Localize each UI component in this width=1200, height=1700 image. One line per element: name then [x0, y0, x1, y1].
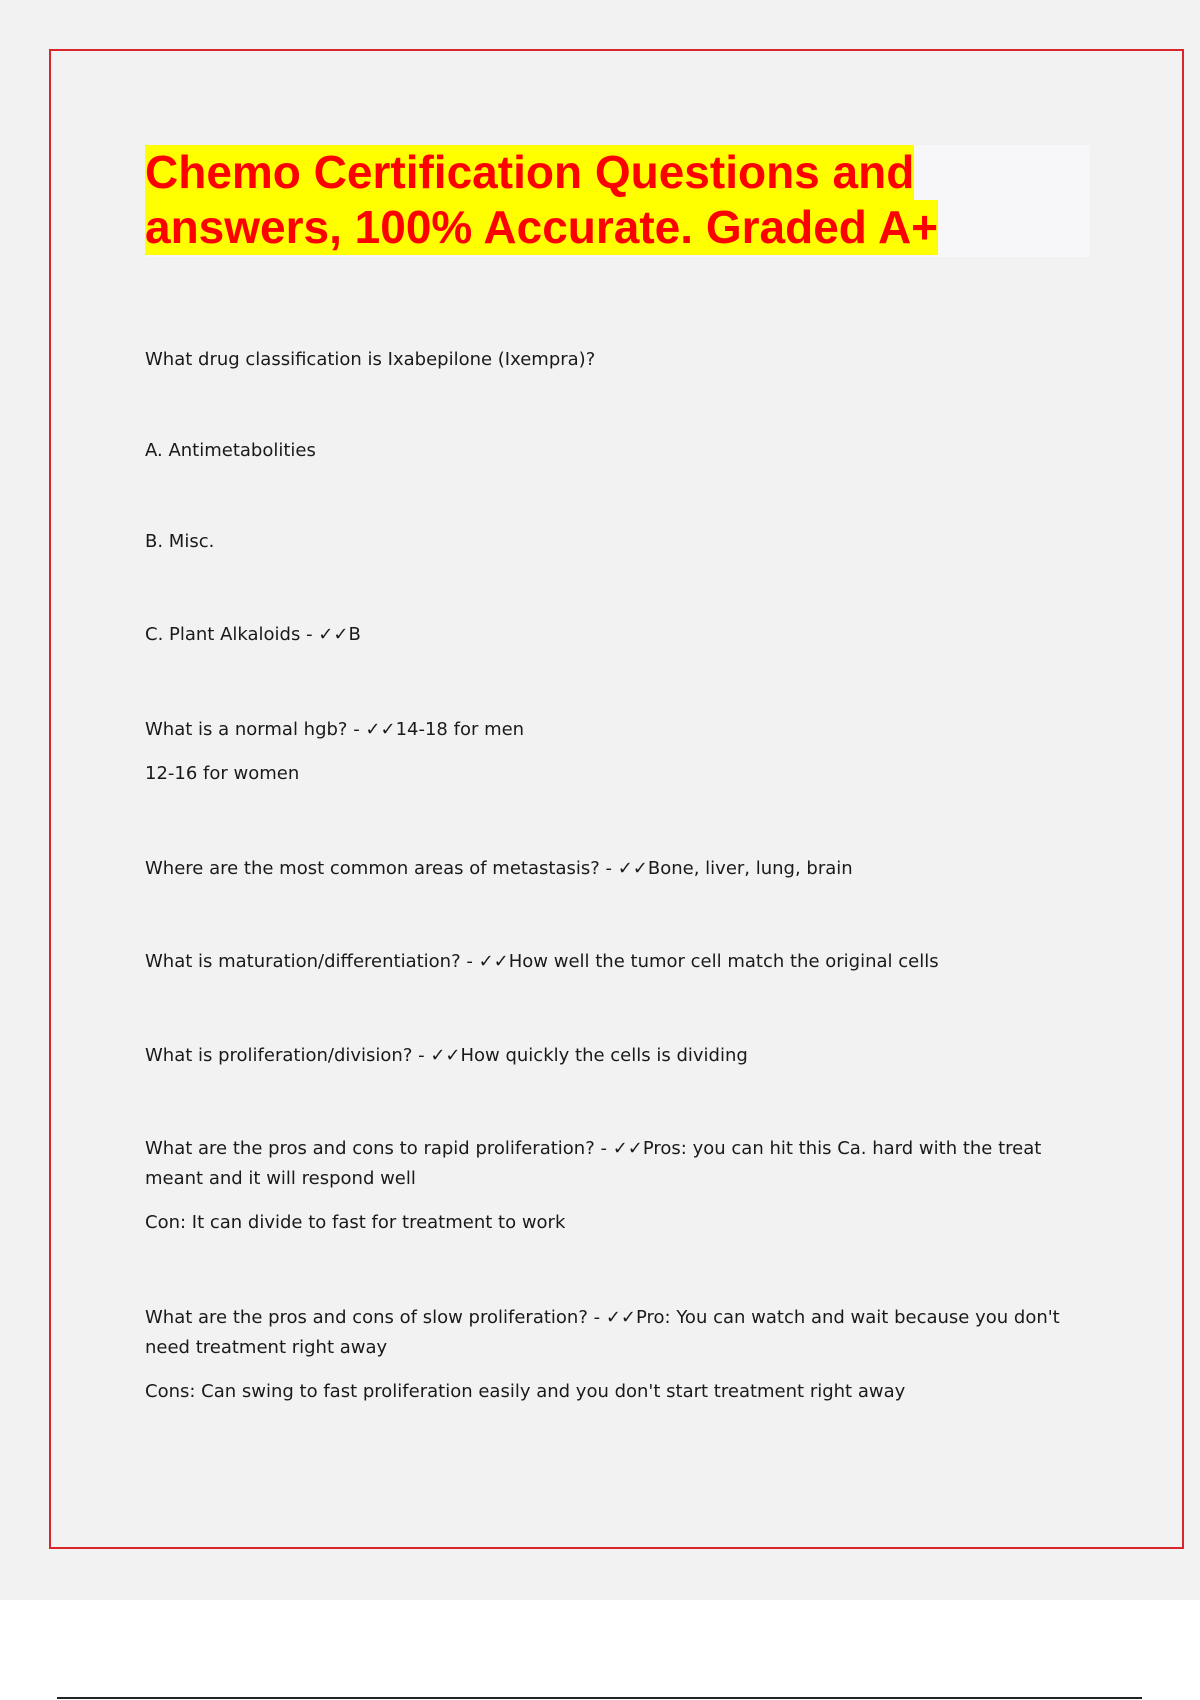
page-title	[145, 145, 938, 255]
option-text: B. Misc.	[145, 531, 215, 552]
answer-continuation: Con: It can divide to fast for treatment to work	[145, 1212, 566, 1233]
answer-continuation: Cons: Can swing to fast proliferation easily and you don't start treatment right away	[145, 1381, 906, 1402]
question-rapid-proliferation	[145, 1134, 1080, 1238]
title-line-1: Chemo Certification Questions and	[145, 146, 915, 198]
option-text: C. Plant Alkaloids - ✓✓B	[145, 624, 361, 645]
option-a	[145, 436, 1080, 466]
answer-continuation: 12-16 for women	[145, 763, 300, 784]
footer-rule	[57, 1697, 1142, 1699]
question-proliferation	[145, 1041, 1080, 1071]
question-text: What is maturation/differentiation? - ✓✓How well the tumor cell match the original cells	[145, 951, 939, 972]
title-line-2: answers, 100% Accurate. Graded A+	[145, 201, 939, 253]
question-metastasis	[145, 854, 1080, 884]
question-text: What are the pros and cons of slow proliferation? - ✓✓Pro: You can watch and wait because you don't need treatment right away	[145, 1307, 1060, 1358]
option-b	[145, 527, 1080, 557]
question-text: What is a normal hgb? - ✓✓14-18 for men	[145, 719, 525, 740]
question-text: What are the pros and cons to rapid proliferation? - ✓✓Pros: you can hit this Ca. hard with the treat meant and it will respond well	[145, 1138, 1042, 1189]
question-maturation	[145, 947, 1080, 977]
question-hgb	[145, 715, 1080, 789]
question-ixabepilone	[145, 345, 1080, 375]
question-text: Where are the most common areas of metastasis? - ✓✓Bone, liver, lung, brain	[145, 858, 853, 879]
question-slow-proliferation	[145, 1303, 1080, 1407]
option-text: A. Antimetabolities	[145, 440, 316, 461]
question-text: What drug classification is Ixabepilone (Ixempra)?	[145, 349, 596, 370]
option-c	[145, 620, 1080, 650]
question-text: What is proliferation/division? - ✓✓How quickly the cells is dividing	[145, 1045, 748, 1066]
